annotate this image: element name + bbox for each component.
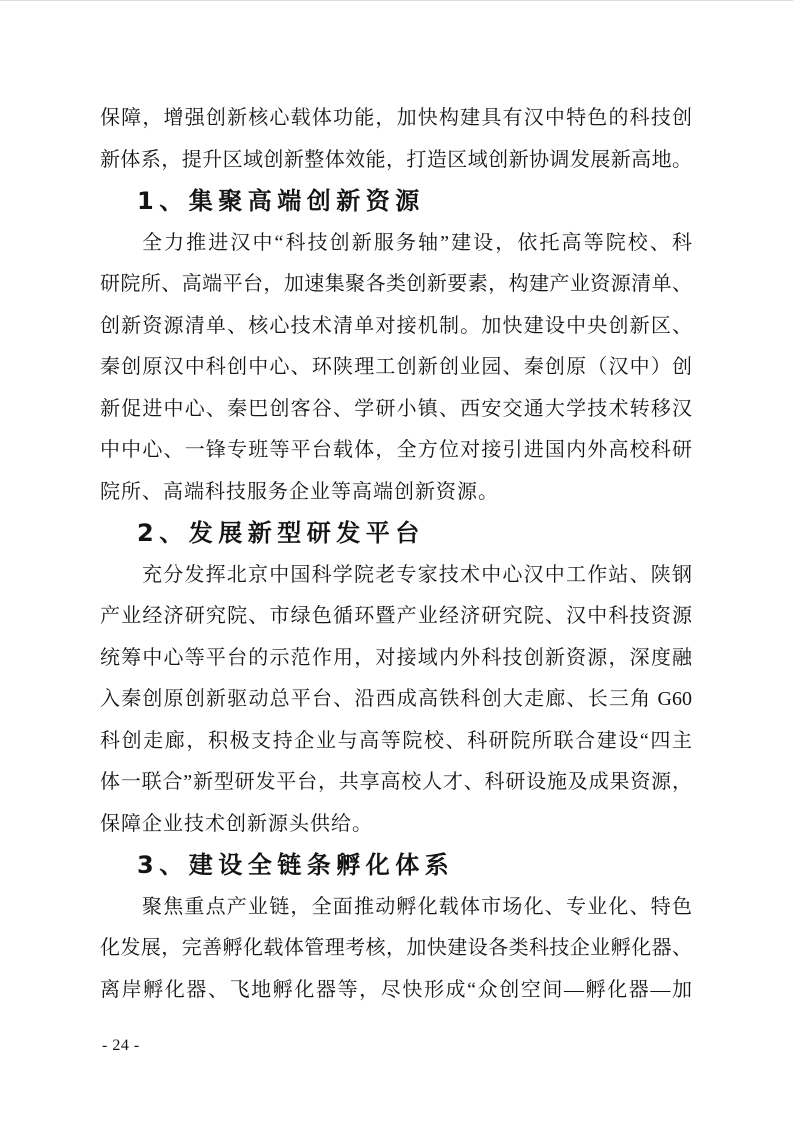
- section-heading-1: 1、集聚高端创新资源: [137, 187, 425, 215]
- body-line: 充分发挥北京中国科学院老专家技术中心汉中工作站、陕钢: [142, 563, 692, 586]
- body-line: 新体系，提升区域创新整体效能，打造区域创新协调发展新高地。: [100, 148, 692, 171]
- page-number: - 24 -: [102, 1037, 140, 1054]
- body-line: 产业经济研究院、市绿色循环暨产业经济研究院、汉中科技资源: [100, 605, 692, 627]
- body-line: 化发展，完善孵化载体管理考核，加快建设各类科技企业孵化器、: [100, 937, 692, 959]
- body-line: 中中心、一锋专班等平台载体，全方位对接引进国内外高校科研: [100, 439, 692, 461]
- section-heading-2: 2、发展新型研发平台: [137, 519, 425, 547]
- body-line: 创新资源清单、核心技术清单对接机制。加快建设中央创新区、: [100, 314, 692, 337]
- body-line: 保障企业技术创新源头供给。: [100, 812, 373, 835]
- body-line: 秦创原汉中科创中心、环陕理工创新创业园、秦创原（汉中）创: [100, 356, 692, 378]
- body-line: 统筹中心等平台的示范作用，对接域内外科技创新资源，深度融: [100, 646, 692, 669]
- body-line: 保障，增强创新核心载体功能，加快构建具有汉中特色的科技创: [100, 107, 692, 129]
- body-line: 体一联合”新型研发平台，共享高校人才、科研设施及成果资源，: [100, 771, 692, 793]
- body-line: 院所、高端科技服务企业等高端创新资源。: [100, 480, 499, 503]
- body-line: 聚焦重点产业链，全面推动孵化载体市场化、专业化、特色: [142, 895, 692, 918]
- body-line: 研院所、高端平台，加速集聚各类创新要素，构建产业资源清单、: [100, 273, 692, 295]
- body-line: 全力推进汉中“科技创新服务轴”建设，依托高等院校、科: [142, 231, 692, 254]
- body-line: 离岸孵化器、飞地孵化器等，尽快形成“众创空间—孵化器—加: [100, 978, 692, 1001]
- body-line: 入秦创原创新驱动总平台、沿西成高铁科创大走廊、长三角 G60: [100, 688, 692, 710]
- section-heading-3: 3、建设全链条孵化体系: [137, 851, 455, 879]
- document-text-block: [100, 98, 692, 1011]
- body-line: 科创走廊，积极支持企业与高等院校、科研院所联合建设“四主: [100, 729, 692, 752]
- body-line: 新促进中心、秦巴创客谷、学研小镇、西安交通大学技术转移汉: [100, 397, 692, 420]
